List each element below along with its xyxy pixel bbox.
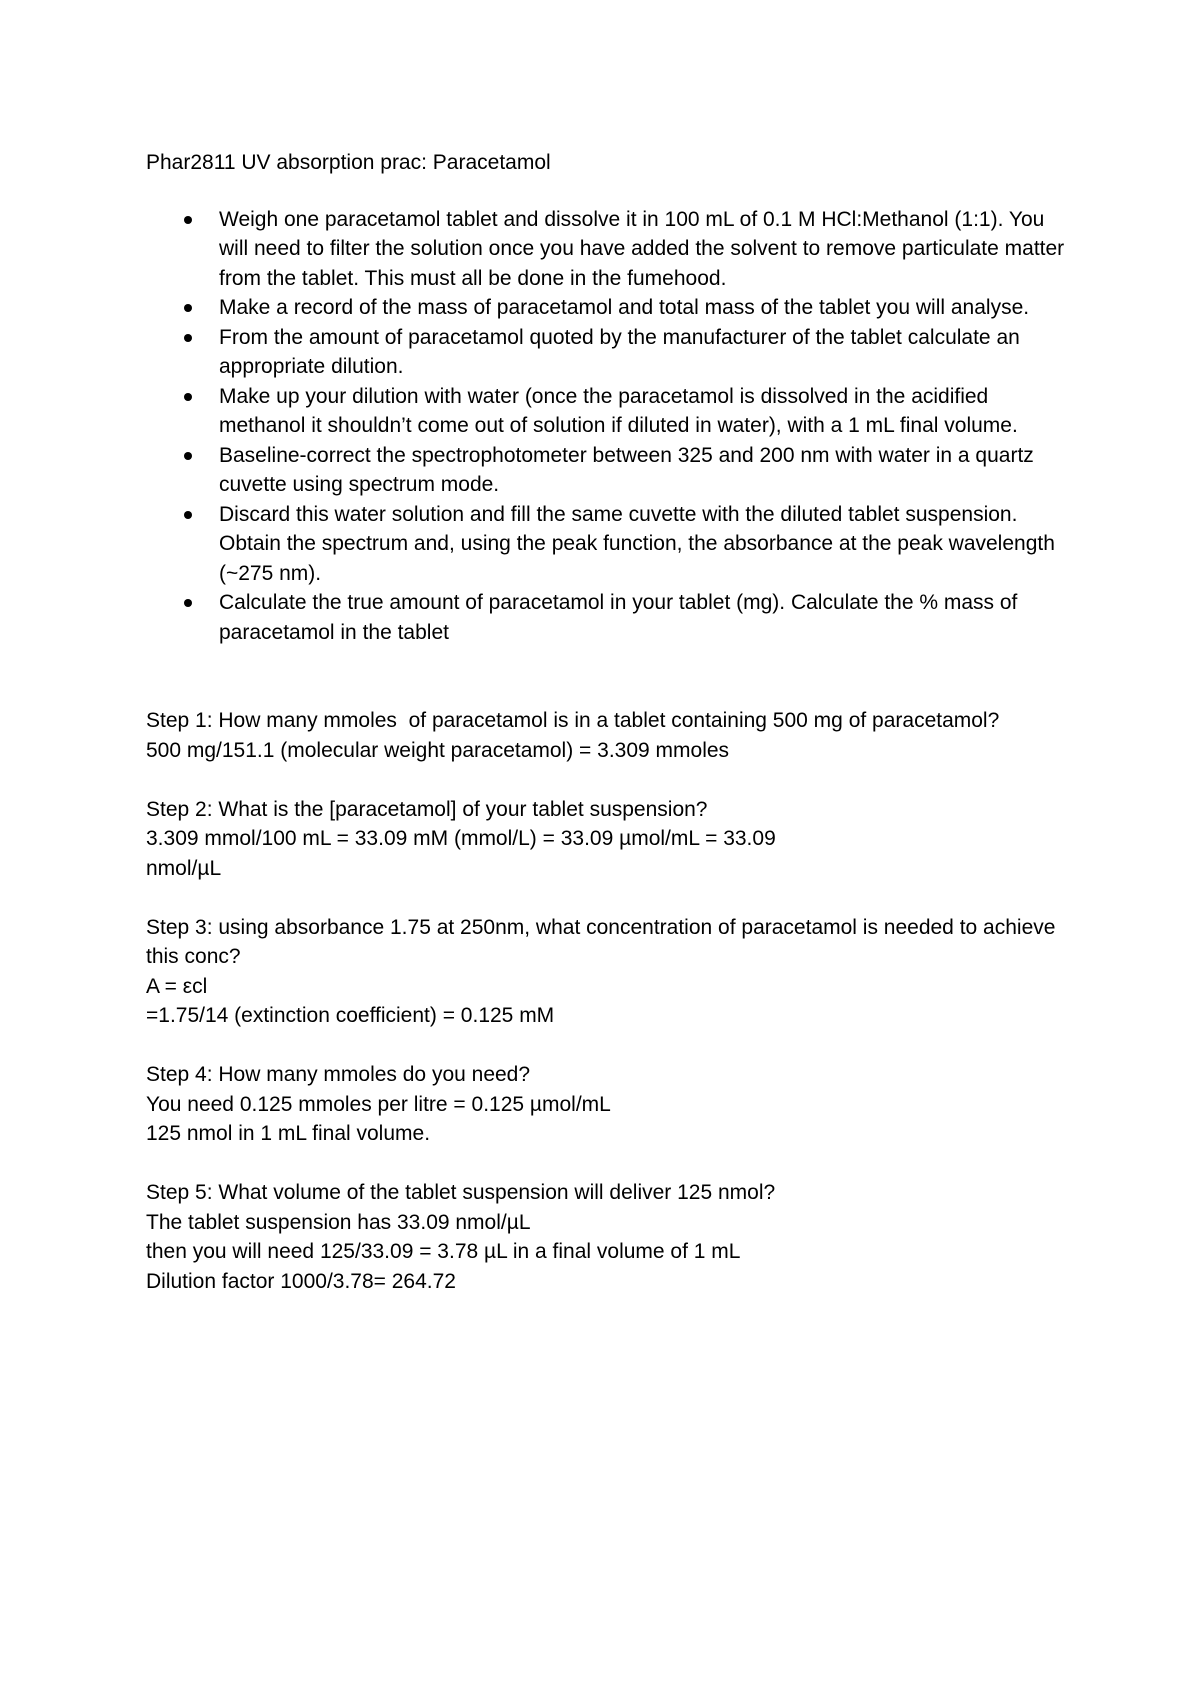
step-question: Step 1: How many mmoles of paracetamol is in a tablet containing 500 mg of paracetamol? — [146, 709, 1000, 732]
step-answer-line: 500 mg/151.1 (molecular weight paracetamol) = 3.309 mmoles — [146, 738, 730, 762]
step-question: Step 4: How many mmoles do you need? — [146, 1063, 531, 1086]
bullet-icon — [184, 216, 192, 224]
step-answer-line: =1.75/14 (extinction coefficient) = 0.125 mM — [146, 1004, 555, 1027]
step-question: Step 2: What is the [paracetamol] of your tablet suspension? — [146, 797, 708, 821]
document-title: Phar2811 UV absorption prac: Paracetamol — [146, 151, 551, 174]
instruction-list — [146, 205, 1076, 648]
instruction-text: Calculate the true amount of paracetamol in your tablet (mg). Calculate the % mass of paracetamol in the tablet — [219, 591, 1018, 644]
step-answer-line: You need 0.125 mmoles per litre = 0.125 µmol/mL — [146, 1092, 611, 1116]
bullet-icon — [184, 452, 192, 460]
step-answer-line: nmol/µL — [146, 856, 222, 880]
step-5 — [146, 1178, 1076, 1296]
calculation-steps — [146, 706, 1076, 1296]
step-answer-line: then you will need 125/33.09 = 3.78 µL in a final volume of 1 mL — [146, 1240, 741, 1263]
instruction-item — [146, 441, 1076, 500]
instruction-text: From the amount of paracetamol quoted by the manufacturer of the tablet calculate an appropriate dilution. — [219, 325, 1020, 378]
step-question: Step 3: using absorbance 1.75 at 250nm, what concentration of paracetamol is needed to achieve this conc? — [146, 915, 1062, 968]
bullet-icon — [184, 599, 192, 607]
step-2 — [146, 795, 1076, 884]
instruction-text: Make up your dilution with water (once the paracetamol is dissolved in the acidified methanol it shouldn’t come out of solution if diluted in water), with a 1 mL final volume. — [219, 384, 1018, 437]
instruction-text: Weigh one paracetamol tablet and dissolve it in 100 mL of 0.1 M HCl:Methanol (1:1). You will need to filter the solution once you have added the solvent to remove particulate matter from the tablet. This must all be done in the fumehood. — [219, 207, 1065, 290]
step-answer-line: Dilution factor 1000/3.78= 264.72 — [146, 1269, 456, 1293]
step-answer-line: 3.309 mmol/100 mL = 33.09 mM (mmol/L) = 33.09 µmol/mL = 33.09 — [146, 827, 776, 850]
instruction-item — [146, 323, 1076, 382]
bullet-icon — [184, 393, 192, 401]
instruction-item — [146, 500, 1076, 589]
instruction-item — [146, 205, 1076, 294]
bullet-icon — [184, 304, 192, 312]
instruction-item — [146, 588, 1076, 647]
instruction-text: Baseline-correct the spectrophotometer between 325 and 200 nm with water in a quartz cuvette using spectrum mode. — [219, 443, 1034, 496]
instruction-item — [146, 293, 1076, 323]
instruction-text: Discard this water solution and fill the same cuvette with the diluted tablet suspension. Obtain the spectrum and, using the peak function, the absorbance at the peak wavelength (~275 nm). — [219, 502, 1055, 585]
step-question: Step 5: What volume of the tablet suspension will deliver 125 nmol? — [146, 1181, 776, 1204]
instruction-item — [146, 382, 1076, 441]
step-answer-line: A = εcl — [146, 974, 208, 998]
step-3 — [146, 913, 1076, 1031]
document-content — [146, 148, 1076, 1326]
bullet-icon — [184, 334, 192, 342]
bullet-icon — [184, 511, 192, 519]
step-answer-line: The tablet suspension has 33.09 nmol/µL — [146, 1210, 531, 1234]
step-answer-line: 125 nmol in 1 mL final volume. — [146, 1122, 431, 1145]
step-4 — [146, 1060, 1076, 1149]
instruction-text: Make a record of the mass of paracetamol and total mass of the tablet you will analyse. — [219, 296, 1030, 319]
step-1 — [146, 706, 1076, 765]
